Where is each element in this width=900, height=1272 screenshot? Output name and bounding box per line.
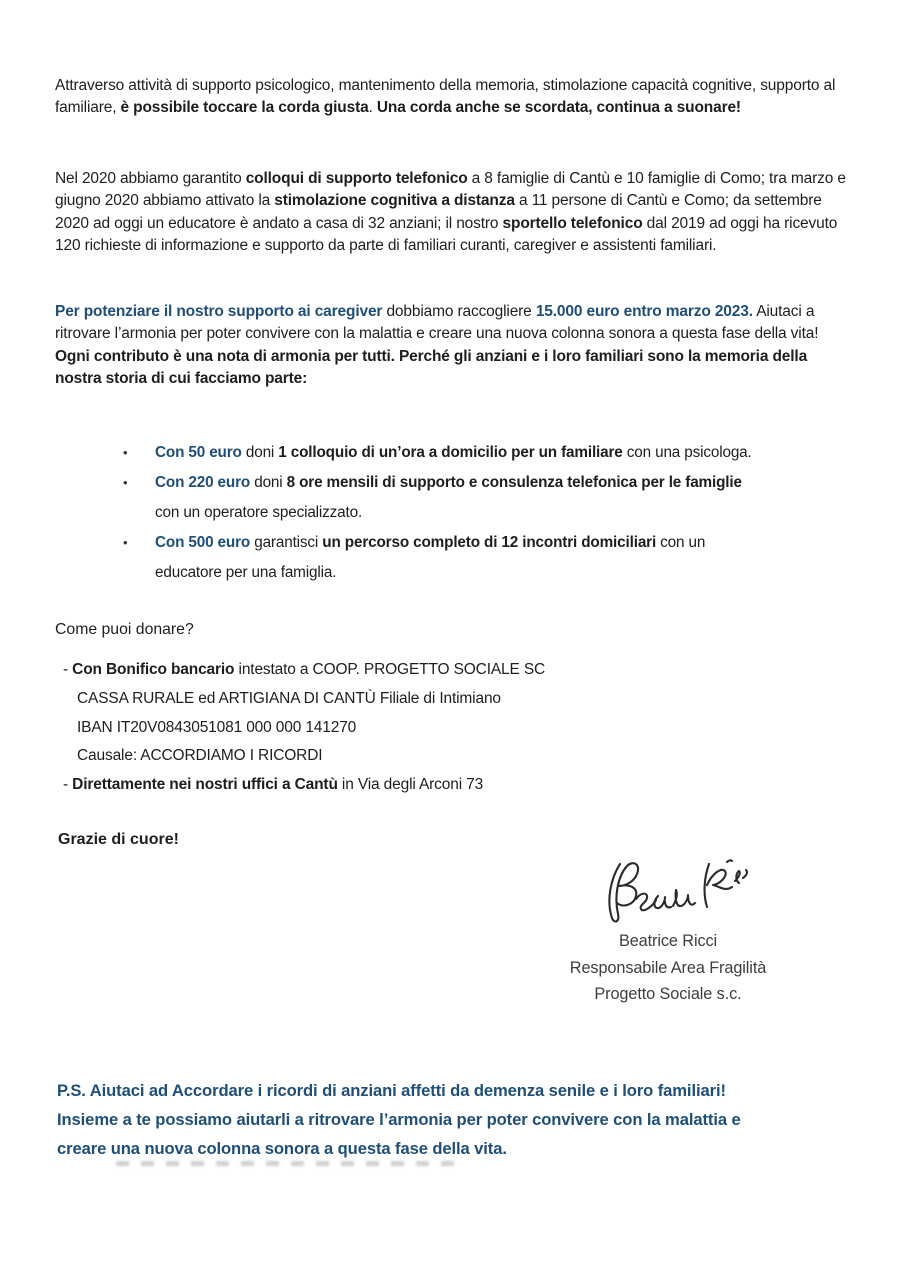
bullet-icon: •: [123, 535, 128, 550]
donation-option-50: Con 50 euro doni 1 colloquio di un’ora a domicilio per un familiare con una psicologa.: [155, 444, 752, 461]
office-donation-line: - Direttamente nei nostri uffici a Cantù in Via degli Arconi 73: [63, 776, 484, 794]
intro-paragraph: Attraverso attività di supporto psicologico, mantenimento della memoria, stimolazione capacità cognitive, supporto al familiare, è possibile toccare la corda giusta. Una corda anche se scordata, continua a suonare!: [55, 77, 836, 117]
list-item: [55, 468, 848, 528]
signature-block: [518, 928, 818, 1008]
bank-name-line: CASSA RURALE ed ARTIGIANA DI CANTÙ Filiale di Intimiano: [77, 689, 501, 707]
activities-2020-paragraph: Nel 2020 abbiamo garantito colloqui di supporto telefonico a 8 famiglie di Cantù e 10 famiglie di Como; tra marzo e giugno 2020 abbiamo attivato la stimolazione cognitiva a distanza a 11 persone di Cantù e Como; da settembre 2020 ad oggi un educatore è andato a casa di 32 anziani; il nostro sportello telefonico dal 2019 ad oggi ha ricevuto 120 richieste di informazione e supporto da parte di familiari curanti, caregiver e assistenti familiari.: [55, 170, 846, 255]
contribution-note-paragraph: Ogni contributo è una nota di armonia per tutti. Perché gli anziani e i loro familiari sono la memoria della nostra storia di cui facciamo parte:: [55, 347, 808, 388]
signer-name: Beatrice Ricci: [618, 932, 718, 950]
fundraising-goal-paragraph: Per potenziare il nostro supporto ai caregiver dobbiamo raccogliere 15.000 euro entro marzo 2023. Aiutaci a ritrovare l’armonia per poter convivere con la malattia e creare una nuova colonna sonora a questa fase della vita!: [55, 303, 819, 343]
donation-option-220: Con 220 euro doni 8 ore mensili di supporto e consulenza telefonica per le famiglie con un operatore specializzato.: [155, 474, 742, 521]
iban-line: IBAN IT20V0843051081 000 000 141270: [77, 718, 357, 736]
list-item: [55, 528, 848, 588]
donation-instructions-block: [55, 656, 848, 800]
list-item: [55, 438, 848, 468]
how-to-donate-heading: Come puoi donare?: [55, 621, 194, 638]
scan-artifact: [116, 1161, 456, 1166]
fundraising-goal-block: [55, 301, 848, 391]
postscript-paragraph: P.S. Aiutaci ad Accordare i ricordi di anziani affetti da demenza senile e i loro familiari! Insieme a te possiamo aiutarli a ritrovare l’armonia per poter convivere con la malattia e creare una nuova colonna sonora a questa fase della vita.: [57, 1081, 741, 1158]
bullet-icon: •: [123, 445, 128, 460]
donation-option-500: Con 500 euro garantisci un percorso completo di 12 incontri domiciliari con un educatore per una famiglia.: [155, 534, 706, 581]
bullet-icon: •: [123, 475, 128, 490]
thanks-line: Grazie di cuore!: [58, 831, 179, 848]
bank-transfer-line: - Con Bonifico bancario intestato a COOP. PROGETTO SOCIALE SC: [63, 661, 546, 678]
signer-organization: Progetto Sociale s.c.: [594, 985, 742, 1003]
causale-line: Causale: ACCORDIAMO I RICORDI: [77, 747, 323, 765]
signer-role: Responsabile Area Fragilità: [569, 958, 767, 977]
donation-options-list: [55, 438, 848, 588]
handwritten-signature-image: [596, 852, 752, 936]
